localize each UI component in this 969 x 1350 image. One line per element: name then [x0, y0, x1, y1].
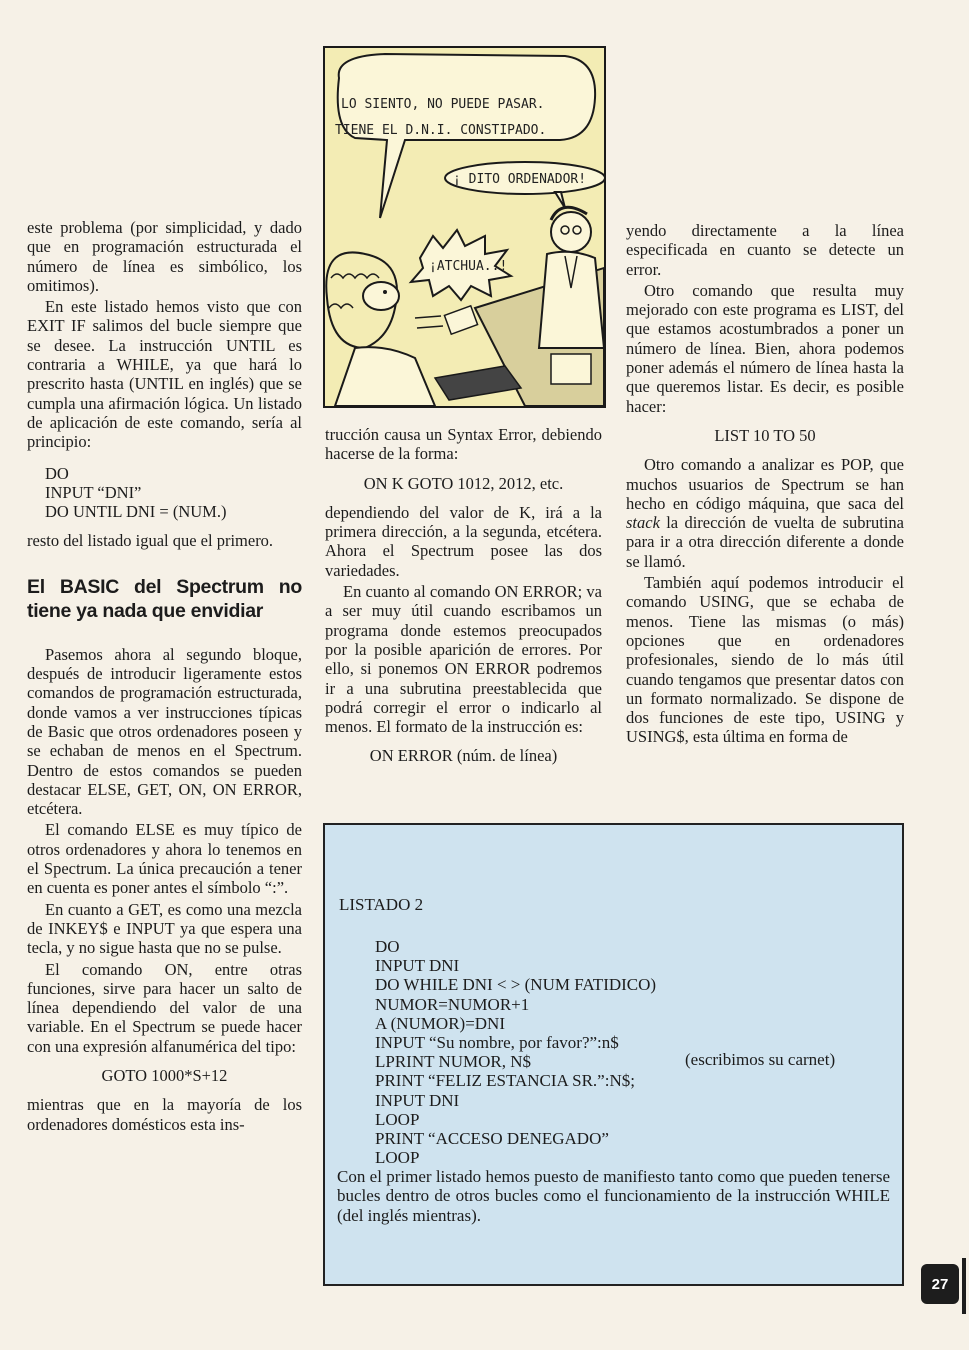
cartoon-drawing	[325, 48, 604, 406]
col1-paragraph-4: Pasemos ahora al segundo bloque, después de introducir ligeramente estos comandos de programación estructurada, donde vamos a ver instrucciones típicas de Basic que otros ordenadores poseen y se echaban de menos en el Spectrum. Dentro de estos comandos se pueden destacar ELSE, GET, ON, ON ERROR, etcétera.	[27, 644, 302, 819]
col2-paragraph-2: dependiendo del valor de K, irá a la primera dirección, a la segunda, etcétera. Ahora el Spectrum posee las dos variedades.	[325, 502, 602, 580]
code-line: INPUT “DNI”	[45, 482, 142, 502]
listing-line: INPUT “Su nombre, por favor?”:n$	[375, 1033, 619, 1053]
bubble-1-line-2: TIENE EL D.N.I. CONSTIPADO.	[335, 123, 547, 138]
col1-code-goto: GOTO 1000*S+12	[101, 1065, 228, 1085]
listing-line: INPUT DNI	[375, 1090, 460, 1110]
col3-paragraph-4: También aquí podemos introducir el comando USING, que se echaba de menos. Tiene las mismas (o más) opciones que en ordenadores profesionales, siendo de lo más útil cuando tengamos que presentar datos con un formato normalizado. Se dispone de dos funciones de este tipo, USING y USING$, esta última en forma de	[626, 573, 904, 747]
col2-code-on-error: ON ERROR (núm. de línea)	[369, 746, 558, 766]
col3-p3-post: la dirección de vuelta de subrutina para ir a otra dirección diferente a donde se llamó.	[626, 513, 904, 571]
listing-explanation: Con el primer listado hemos puesto de manifiesto tanto como que pueden tenerse bucles dentro de otros bucles como el funcionamiento de la instrucción WHILE (del inglés mientras).	[337, 1167, 890, 1225]
cartoon-illustration	[323, 46, 606, 408]
page-edge-tab	[962, 1258, 966, 1314]
col1-paragraph-8: mientras que en la mayoría de los ordenadores domésticos esta ins-	[27, 1095, 302, 1134]
column-2	[325, 425, 602, 776]
col3-code-list: LIST 10 TO 50	[714, 425, 816, 445]
col3-paragraph-1: yendo directamente a la línea especificada en cuanto se detecte un error.	[626, 221, 904, 279]
listing-line: A (NUMOR)=DNI	[375, 1013, 505, 1033]
col2-paragraph-3: En cuanto al comando ON ERROR; va a ser muy útil cuando escribamos un programa donde estemos preocupados por la posible aparición de errores. Por ello, si ponemos ON ERROR podremos ir a una subrutina preestablecida que podrá corregir el error o indicarlo al menos. El formato de la instrucción es:	[325, 582, 602, 737]
col1-code-block	[45, 464, 302, 522]
col1-paragraph-5: El comando ELSE es muy típico de otros ordenadores y ahora lo tenemos en el Spectrum. La única precaución a tener en cuenta es poner antes el símbolo “:”.	[27, 820, 302, 898]
col2-paragraph-1: trucción causa un Syntax Error, debiendo hacerse de la forma:	[325, 425, 602, 464]
listing-code	[375, 937, 656, 1167]
listing-line: NUMOR=NUMOR+1	[375, 994, 530, 1014]
code-line: DO	[45, 463, 69, 483]
col3-p3-pre: Otro comando a analizar es POP, que muchos usuarios de Spectrum se han hecho en código máquina, que saca del	[626, 455, 904, 513]
col2-code-on-goto: ON K GOTO 1012, 2012, etc.	[363, 473, 564, 493]
listing-line: PRINT “ACCESO DENEGADO”	[375, 1129, 609, 1149]
col3-paragraph-3	[626, 455, 904, 571]
col3-paragraph-2: Otro comando que resulta muy mejorado con este programa es LIST, del que estamos acostumbrados a poner un número de línea. Bien, ahora podemos poner además el número de línea hasta la que queremos listar. Es decir, es posible hacer:	[626, 280, 904, 416]
listing-comment: (escribimos su carnet)	[685, 1050, 836, 1069]
bubble-sneeze: ¡ATCHUA..!	[429, 259, 508, 274]
listing-line: DO WHILE DNI < > (NUM FATIDICO)	[375, 975, 657, 995]
code-line: DO UNTIL DNI = (NUM.)	[45, 502, 227, 522]
bubble-1-line-1: LO SIENTO, NO PUEDE PASAR.	[341, 97, 545, 112]
col1-paragraph-3: resto del listado igual que el primero.	[27, 531, 274, 551]
section-heading: El BASIC del Spectrum no tiene ya nada que envidiar	[27, 575, 302, 622]
col1-paragraph-2: En este listado hemos visto que con EXIT IF salimos del bucle siempre que se desee. La instrucción UNTIL es contraria a WHILE, ya que hará lo prescrito hasta (UNTIL en inglés) que se cumpla una afirmación lógica. Un listado de aplicación de este comando, sería al principio:	[27, 297, 302, 452]
bubble-2: ¡ DITO ORDENADOR!	[453, 172, 587, 187]
listing-line: INPUT DNI	[375, 956, 460, 976]
listing-line: DO	[375, 937, 400, 956]
listing-line: LPRINT NUMOR, N$	[375, 1052, 532, 1072]
listing-title: LISTADO 2	[339, 895, 424, 914]
listing-line: LOOP	[375, 1109, 420, 1129]
page-number: 27	[921, 1264, 959, 1304]
col1-paragraph-1: este problema (por simplicidad, y dado que en programación estructurada el número de línea es simbólico, los omitimos).	[27, 218, 302, 295]
listing-line: PRINT “FELIZ ESTANCIA SR.”:N$;	[375, 1071, 635, 1091]
column-3	[626, 221, 904, 749]
col3-p3-emphasis: stack	[626, 513, 660, 533]
listing-2-box	[323, 823, 904, 1286]
col1-paragraph-7: El comando ON, entre otras funciones, sirve para hacer un salto de línea dependiendo del valor de una variable. En el Spectrum se puede hacer con una expresión alfanumérica del tipo:	[27, 959, 302, 1056]
listing-line: LOOP	[375, 1148, 420, 1168]
column-1	[27, 218, 302, 1136]
col1-paragraph-6: En cuanto a GET, es como una mezcla de INKEY$ e INPUT ya que espera una tecla, y no sigue hasta que no se pulse.	[27, 899, 302, 958]
